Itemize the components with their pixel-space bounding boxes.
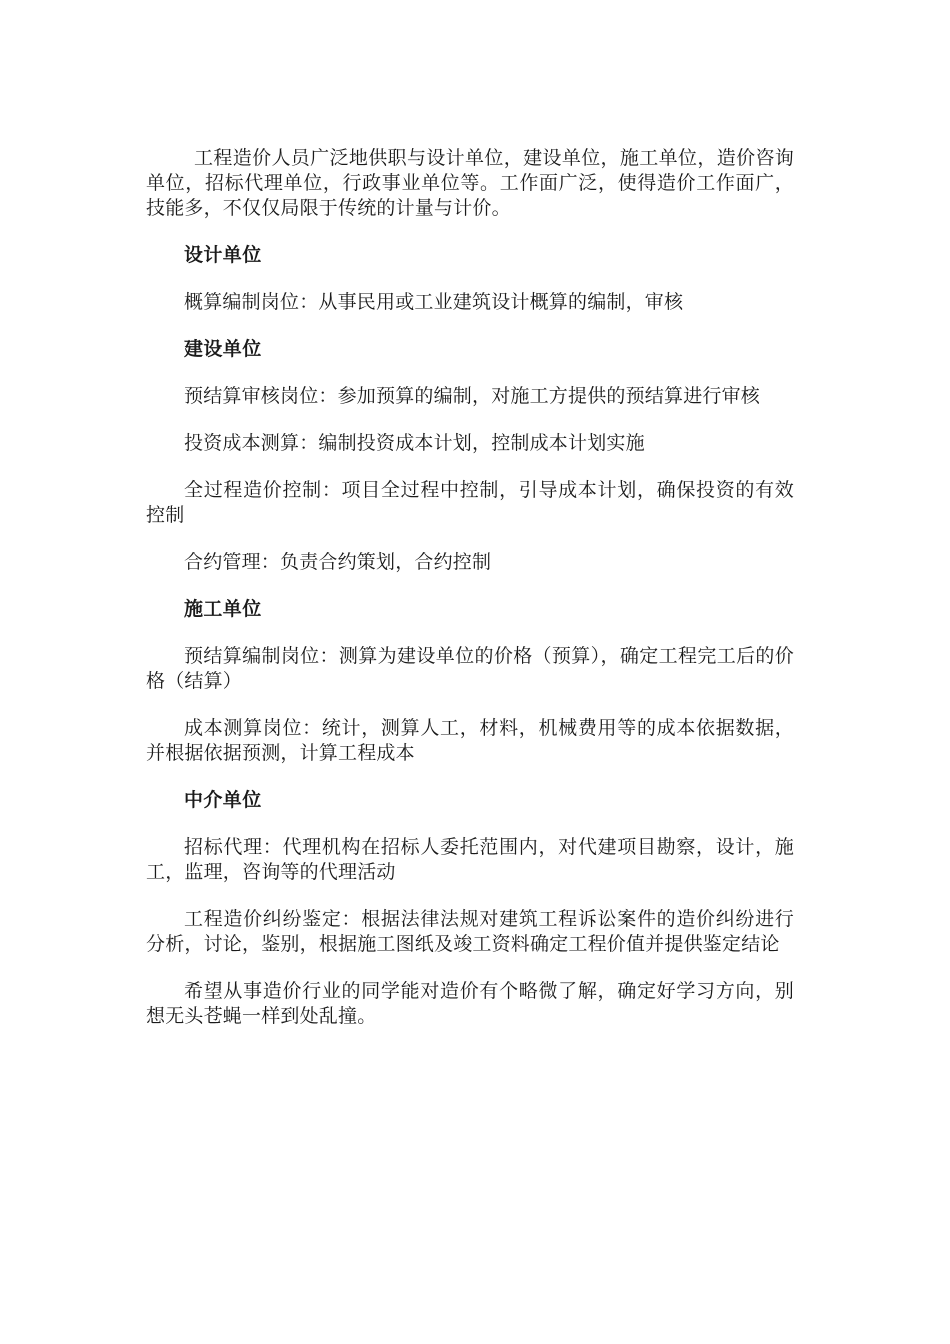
paragraph-budget-estimate: 概算编制岗位：从事民用或工业建筑设计概算的编制，审核	[184, 291, 684, 313]
paragraph-dispute-appraisal: 工程造价纠纷鉴定：根据法律法规对建筑工程诉讼案件的造价纠纷进行分析，讨论，鉴别，根据施工图纸及竣工资料确定工程价值并提供鉴定结论	[146, 908, 794, 955]
paragraph-settlement-review: 预结算审核岗位：参加预算的编制，对施工方提供的预结算进行审核	[184, 385, 761, 407]
paragraph-settlement-compilation: 预结算编制岗位：测算为建设单位的价格（预算），确定工程完工后的价格（结算）	[146, 645, 794, 692]
intro-paragraph: 工程造价人员广泛地供职与设计单位，建设单位，施工单位，造价咨询单位，招标代理单位，行政事业单位等。工作面广泛，使得造价工作面广，技能多，不仅仅局限于传统的计量与计价。	[146, 147, 794, 219]
section-heading-contractor: 施工单位	[184, 598, 262, 620]
section-heading-design: 设计单位	[184, 244, 262, 266]
closing-paragraph: 希望从事造价行业的同学能对造价有个略微了解，确定好学习方向，别想无头苍蝇一样到处乱撞。	[146, 980, 794, 1027]
paragraph-full-process-control: 全过程造价控制：项目全过程中控制，引导成本计划，确保投资的有效控制	[146, 479, 794, 526]
document-page	[146, 146, 794, 1029]
paragraph-cost-estimation: 成本测算岗位：统计，测算人工，材料，机械费用等的成本依据数据，并根据依据预测，计算工程成本	[146, 717, 794, 764]
section-heading-intermediary: 中介单位	[184, 789, 262, 811]
paragraph-investment-cost: 投资成本测算：编制投资成本计划，控制成本计划实施	[184, 432, 645, 454]
section-heading-construction-owner: 建设单位	[184, 338, 262, 360]
paragraph-contract-management: 合约管理：负责合约策划，合约控制	[184, 551, 492, 573]
paragraph-bidding-agency: 招标代理：代理机构在招标人委托范围内，对代建项目勘察，设计，施工，监理，咨询等的代理活动	[146, 836, 794, 883]
